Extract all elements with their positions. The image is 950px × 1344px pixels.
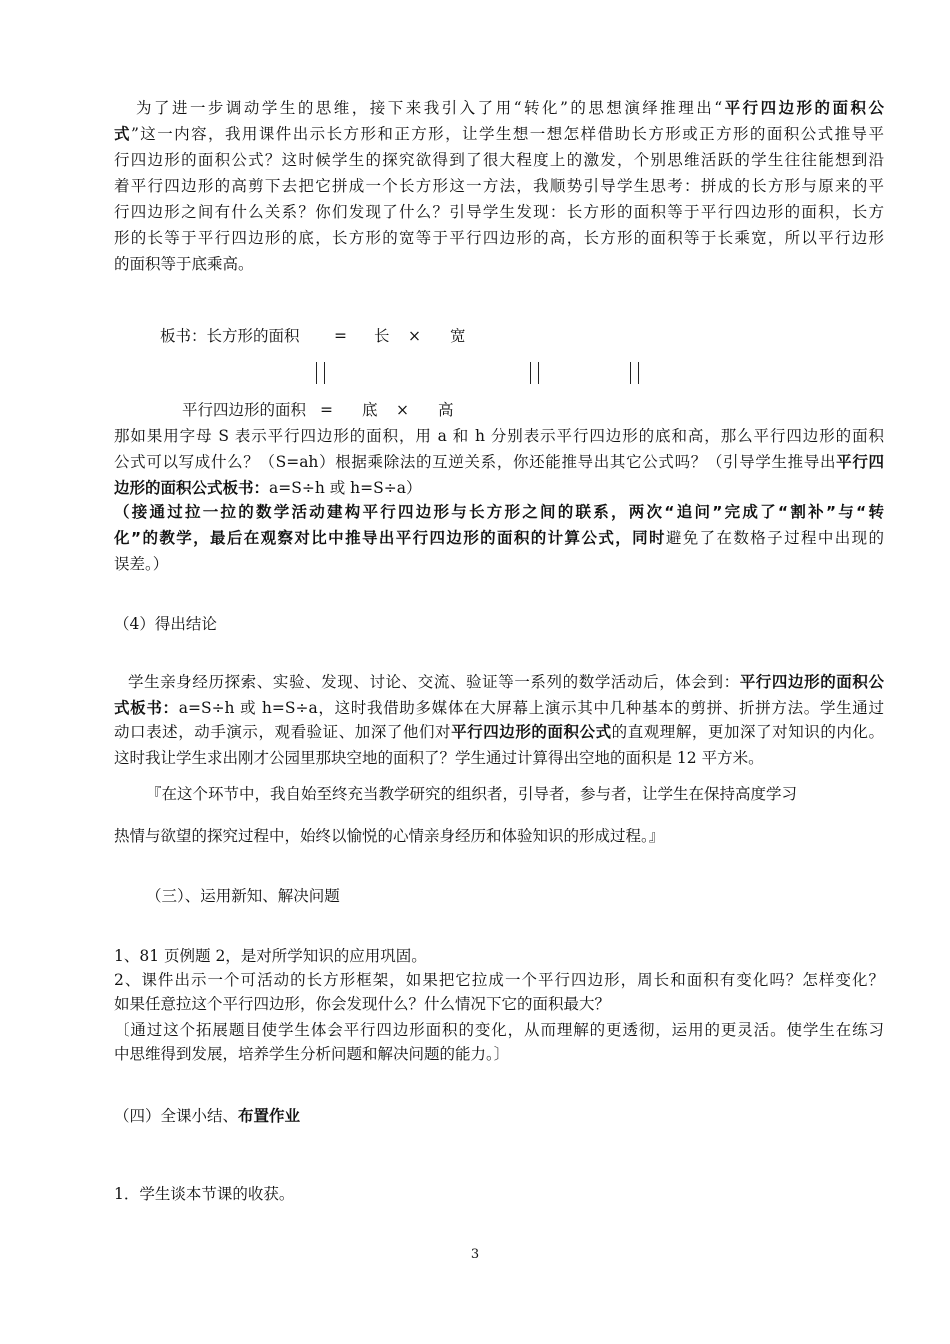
paragraph-line: 着平行四边形的高剪下去把它拼成一个长方形这一方法，我顺势引导学生思考：拼成的长方形与原来的平 [114,177,884,195]
quote-line: 热情与欲望的探究过程中，始终以愉悦的心情亲身经历和体验知识的形成过程。』 [114,827,665,845]
section-heading: （四）全课小结、布置作业 [114,1107,301,1125]
connector-bar [538,362,539,384]
section-heading: （4）得出结论 [114,615,217,633]
board-height: 高 [438,401,454,419]
list-item: 2、课件出示一个可活动的长方形框架，如果把它拉成一个平行四边形，周长和面积有变化吗？怎样变化？ [114,971,884,989]
paragraph-line: 边形的面积公式板书：a=S÷h 或 h=S÷a） [114,479,422,497]
paragraph-line: 式板书：a=S÷h 或 h=S÷a，这时我借助多媒体在大屏幕上演示其中几种基本的剪拼、折拼方法。学生通过 [114,699,884,717]
board-base: 底 [362,401,378,419]
note-line: 〔通过这个拓展题目使学生体会平行四边形面积的变化，从而理解的更透彻，运用的更灵活。使学生在练习 [114,1021,884,1039]
list-item: 1、81 页例题 2，是对所学知识的应用巩固。 [114,947,427,965]
list-item: 1．学生谈本节课的收获。 [114,1185,295,1203]
commentary-line: （接通过拉一拉的数学活动建构平行四边形与长方形之间的联系，两次“追问”完成了“割补”与“转 [114,503,884,521]
board-label: 板书：长方形的面积 [160,327,300,345]
times-sign: × [408,327,421,345]
connector-bar [316,362,317,384]
paragraph-line: 公式可以写成什么？（S=ah）根据乘除法的互逆关系，你还能推导出其它公式吗？（引导学生推导出平行四 [114,453,884,471]
paragraph-line: 形的长等于平行四边形的底，长方形的宽等于平行四边形的高，长方形的面积等于长乘宽，所以平行边形 [114,229,884,247]
connector-bar [530,362,531,384]
list-item: 如果任意拉这个平行四边形，你会发现什么？什么情况下它的面积最大？ [114,995,611,1013]
commentary-line: 误差。） [114,555,169,573]
page-number: 3 [470,1247,480,1262]
connector-bar [638,362,639,384]
connector-bar [630,362,631,384]
paragraph-line: 式”这一内容，我用课件出示长方形和正方形，让学生想一想怎样借助长方形或正方形的面积公式推导平 [114,125,884,143]
board-width: 宽 [450,327,466,345]
equals-sign: = [320,401,333,419]
equals-sign: = [334,327,347,345]
paragraph-line: 动口表述，动手演示，观看验证、加深了他们对平行四边形的面积公式的直观理解，更加深了对知识的内化。 [114,723,884,741]
paragraph-line: 行四边形之间有什么关系？你们发现了什么？引导学生发现：长方形的面积等于平行四边形的面积，长方 [114,203,884,221]
paragraph-line: 为了进一步调动学生的思维，接下来我引入了用“转化”的思想演绎推理出“平行四边形的面积公 [136,99,884,117]
board-length: 长 [374,327,390,345]
commentary-line: 化”的教学，最后在观察对比中推导出平行四边形的面积的计算公式，同时避免了在数格子过程中出现的 [114,529,884,547]
times-sign: × [396,401,409,419]
paragraph-line: 那如果用字母 S 表示平行四边形的面积，用 a 和 h 分别表示平行四边形的底和高，那么平行四边形的面积 [114,427,884,445]
connector-bar [324,362,325,384]
note-line: 中思维得到发展，培养学生分析问题和解决问题的能力。〕 [114,1045,510,1063]
section-heading: （三）、运用新知、解决问题 [146,887,340,905]
quote-line: 『在这个环节中，我自始至终充当教学研究的组织者，引导者，参与者，让学生在保持高度学习 [146,785,798,803]
paragraph-line: 的面积等于底乘高。 [114,255,254,273]
paragraph-line: 这时我让学生求出刚才公园里那块空地的面积了？学生通过计算得出空地的面积是 12 平方米。 [114,749,764,767]
board-para-area: 平行四边形的面积 [182,401,307,419]
paragraph-line: 学生亲身经历探索、实验、发现、讨论、交流、验证等一系列的数学活动后，体会到：平行四边形的面积公 [128,673,884,691]
paragraph-line: 行四边形的面积公式？这时候学生的探究欲得到了很大程度上的激发，个别思维活跃的学生往往能想到沿 [114,151,884,169]
